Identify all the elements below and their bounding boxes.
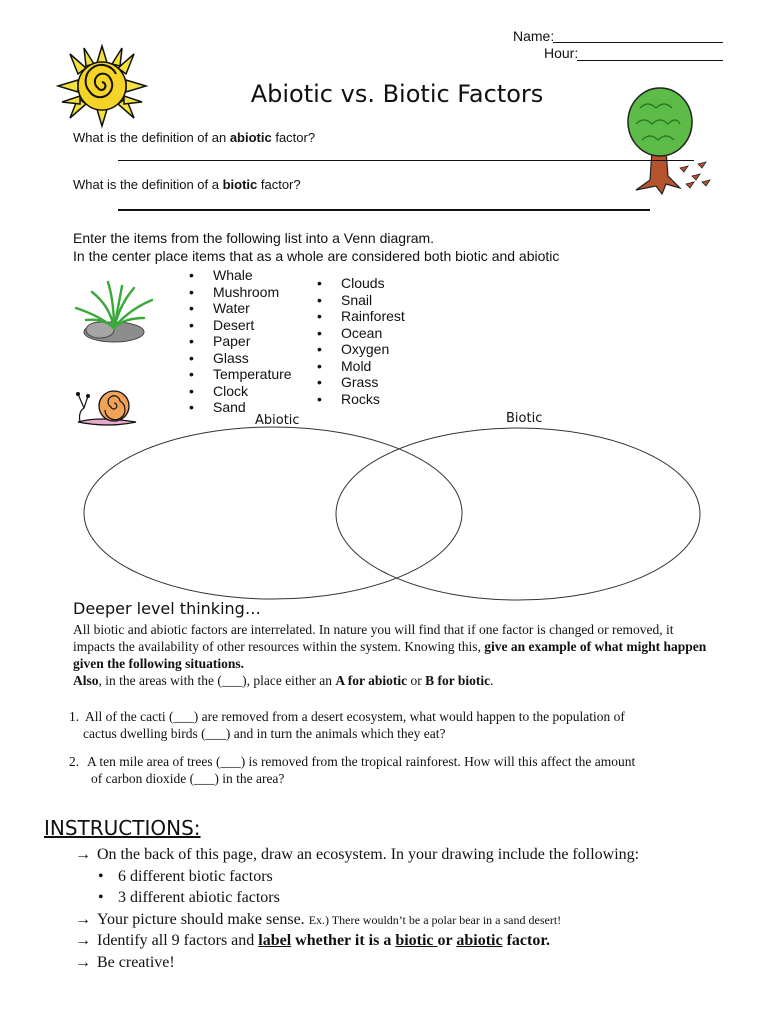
arrow-icon: → (75, 911, 91, 928)
snail-icon (68, 386, 142, 428)
deeper-question-1 (69, 708, 719, 742)
instruction-text: Your picture should make sense. (97, 911, 305, 928)
name-blank[interactable] (553, 42, 723, 43)
instruction-text: Identify all 9 factors and (97, 932, 259, 949)
venn-circle-abiotic[interactable] (84, 427, 462, 599)
abiotic-word: abiotic (456, 932, 503, 949)
q2-bold: biotic (222, 177, 258, 192)
b-for-biotic: B for biotic (425, 673, 491, 688)
venn-label-abiotic: Abiotic (255, 413, 300, 428)
question-number: 1. (69, 709, 80, 724)
list-item: • Temperature (187, 366, 292, 383)
instruction-3 (75, 932, 550, 950)
also-text: , in the areas with the (___), place either an (98, 673, 336, 688)
factor-word: factor. (502, 932, 550, 949)
or-text: or (407, 673, 426, 688)
deeper-para-text: All biotic and abiotic factors are interrelated. In nature you will find that if one factor is changed or removed, it impacts the availability of other resources within the system. Knowing this, (73, 622, 674, 654)
or-word: or (437, 932, 457, 949)
name-label: Name: (513, 28, 555, 44)
list-item: • Rocks (315, 391, 405, 408)
venn-circle-biotic[interactable] (336, 428, 700, 600)
q1-bold: abiotic (229, 130, 272, 145)
abiotic-definition-question (73, 130, 315, 145)
list-item: • Clock (187, 383, 292, 400)
venn-diagram[interactable] (80, 424, 710, 606)
arrow-icon: → (75, 846, 91, 863)
deeper-heading: Deeper level thinking… (73, 599, 261, 618)
instruction-2 (75, 911, 561, 929)
q2-suffix: factor? (257, 177, 301, 192)
hour-blank[interactable] (577, 60, 723, 61)
items-list-column-1 (187, 267, 292, 416)
question-number: 2. (69, 754, 80, 769)
question-text: A ten mile area of trees (___) is removed from the tropical rainforest. How will this affect the amount (87, 754, 636, 769)
question-text-cont: cactus dwelling birds (___) and in turn the animals which they eat? (83, 726, 446, 741)
also-bold: Also (73, 673, 99, 688)
list-item: • Snail (315, 292, 405, 309)
arrow-icon: → (75, 954, 91, 971)
q2-prefix: What is the definition of a (73, 177, 223, 192)
items-list-column-2 (315, 275, 405, 407)
instruction-text-bold: whether it is a (291, 932, 396, 949)
question-text-cont: of carbon dioxide (___) in the area? (91, 771, 285, 786)
biotic-answer-line[interactable] (118, 209, 650, 211)
list-item: • Desert (187, 317, 292, 334)
tree-icon (622, 84, 712, 198)
deeper-question-2 (69, 753, 719, 787)
question-text: All of the cacti (___) are removed from a desert ecosystem, what would happen to the population of (85, 709, 625, 724)
list-item: • Paper (187, 333, 292, 350)
list-item: • Glass (187, 350, 292, 367)
list-item: • Water (187, 300, 292, 317)
bullet-icon: • (98, 868, 104, 885)
list-item: • Clouds (315, 275, 405, 292)
period: . (490, 673, 494, 688)
page-title: Abiotic vs. Biotic Factors (250, 80, 544, 108)
deeper-paragraph (73, 621, 718, 689)
biotic-word: biotic (395, 932, 438, 949)
bullet-icon: • (98, 889, 104, 906)
list-item: • Mushroom (187, 284, 292, 301)
abiotic-answer-line[interactable] (118, 160, 694, 161)
instruction-text: Be creative! (97, 954, 175, 971)
grass-icon (70, 278, 158, 346)
instruction-text: 3 different abiotic factors (118, 889, 280, 906)
list-item: • Grass (315, 374, 405, 391)
instruction-sub-1 (98, 868, 273, 886)
list-item: • Rainforest (315, 308, 405, 325)
biotic-definition-question (73, 177, 301, 192)
venn-label-biotic: Biotic (506, 411, 543, 426)
list-item: • Whale (187, 267, 292, 284)
hour-field[interactable] (544, 45, 578, 61)
instruction-text: 6 different biotic factors (118, 868, 273, 885)
a-for-abiotic: A for abiotic (335, 673, 408, 688)
deeper-para-bold: give an example of what might happen given the following situations. (73, 639, 707, 671)
instruction-text: On the back of this page, draw an ecosystem. In your drawing include the following: (97, 846, 640, 863)
label-word: label (258, 932, 292, 949)
venn-instruction-2: In the center place items that as a whole are considered both biotic and abiotic (73, 248, 560, 264)
list-item: • Sand (187, 399, 292, 416)
list-item: • Oxygen (315, 341, 405, 358)
arrow-icon: → (75, 932, 91, 949)
instruction-example: Ex.) There wouldn’t be a polar bear in a sand desert! (308, 913, 562, 927)
instruction-1 (75, 846, 639, 864)
list-item: • Mold (315, 358, 405, 375)
q1-prefix: What is the definition of an (73, 130, 230, 145)
instruction-sub-2 (98, 889, 280, 907)
list-item: • Ocean (315, 325, 405, 342)
hour-label: Hour: (544, 45, 579, 61)
instruction-4 (75, 954, 175, 972)
venn-instruction-1: Enter the items from the following list into a Venn diagram. (73, 230, 435, 246)
q1-suffix: factor? (271, 130, 316, 145)
name-field[interactable] (513, 28, 554, 44)
instructions-heading: INSTRUCTIONS: (44, 816, 201, 840)
